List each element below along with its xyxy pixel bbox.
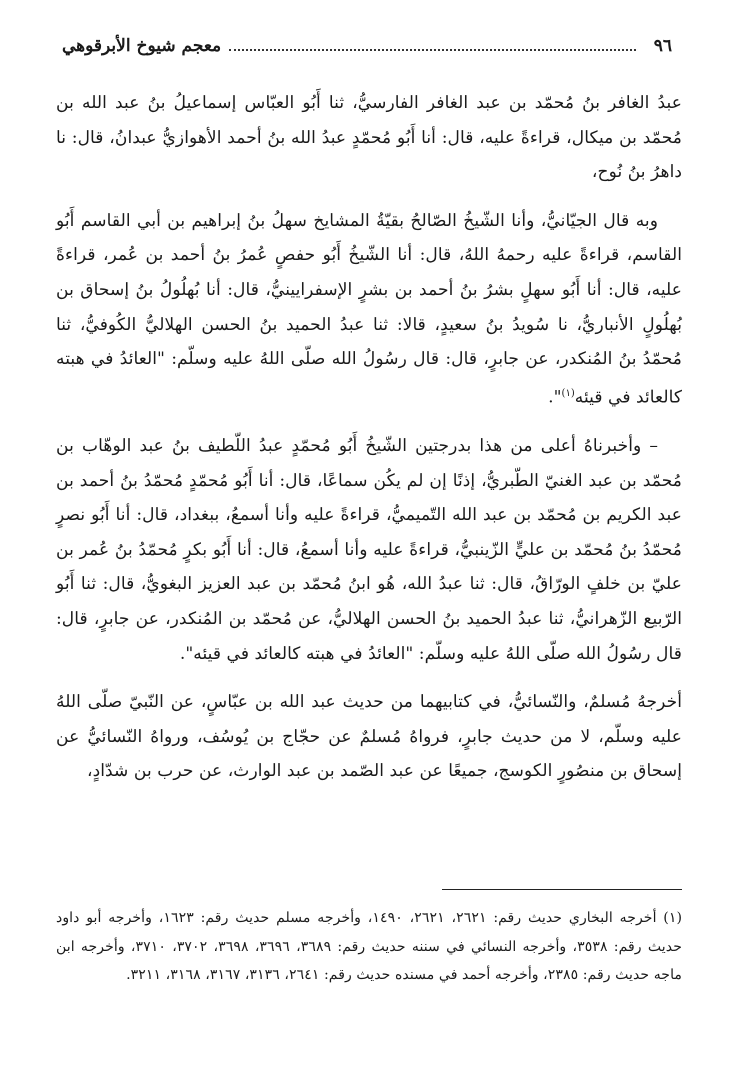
footnote-marker: (١) — [561, 387, 575, 399]
paragraph-2-text: وبه قال الجيّانيُّ، وأنا الشّيخُ الصّالحُ بقيّةُ المشايخ سهلُ بنُ إبراهيم بن أبي القاسم أَبُو القاسم، قراءةً عليه رحمهُ اللهُ، قال: أنا الشّيخُ أَبُو حفصٍ عُمرُ بنُ أحمد بن عُمر، قراءةً عليه، قال: أنا أَبُو سهلٍ بشرُ بنُ أحمد بن بشرٍ الإسفرايينيُّ، قال: أنا بُهلُولُ بنُ إسحاق بن بُهلُولٍ الأنباريُّ، نا سُويدُ بنُ سعيدٍ، قالا: ثنا عبدُ الحميد بنُ الحسن الهلاليُّ الكُوفيُّ، ثنا مُحمّدُ بنُ المُنكدر، عن جابرٍ، قال: قال رسُولُ الله صلّى اللهُ عليه وسلّم: "العائدُ في هبته كالعائد في قيئه — [56, 210, 682, 408]
book-title: معجم شيوخ الأبرقوهي — [62, 36, 222, 56]
paragraph-4: أخرجهُ مُسلمٌ، والنّسائيُّ، في كتابيهما من حديث عبد الله بن عبّاسٍ، عن النّبيّ صلّى اللهُ عليه وسلّم، لا من حديث جابرٍ، فرواهُ مُسلمٌ عن حجّاج بن يُوسُف، ورواهُ النّسائيُّ عن إسحاق بن منصُورٍ الكوسج، جميعًا عن عبد الصّمد بن عبد الوارث، عن حرب بن شدّادٍ، — [56, 692, 682, 782]
dotted-leader — [229, 49, 636, 51]
main-text — [56, 86, 682, 803]
page-number: ٩٦ — [653, 36, 672, 56]
footnote-separator — [442, 889, 682, 890]
footnote-1: (١) أخرجه البخاري حديث رقم: ٢٦٢١، ٢٦٢١، ١٤٩٠، وأخرجه مسلم حديث رقم: ١٦٢٣، وأخرجه أبو داود حديث رقم: ٣٥٣٨، وأخرجه النسائي في سننه حديث رقم: ٣٦٨٩، ٣٦٩٦، ٣٦٩٨، ٣٧٠٢، ٣٧١٠، وأخرجه ابن ماجه حديث رقم: ٢٣٨٥، وأخرجه أحمد في مسنده حديث رقم: ٢٦٤١، ٣١٣٦، ٣١٦٧، ٣١٦٨، ٣٢١١. — [56, 910, 682, 983]
running-header — [62, 36, 672, 56]
quote-close: ". — [548, 387, 562, 408]
paragraph-1: عبدُ الغافر بنُ مُحمّد بن عبد الغافر الفارسيُّ، ثنا أَبُو العبّاس إسماعيلُ بنُ عبد الله بن مُحمّد بن ميكال، قراءةً عليه، قال: أنا أَبُو مُحمّدٍ عبدُ الله بنُ أحمد الأهوازيُّ عبدانُ، قال: نا داهرُ بنُ نُوح، — [56, 93, 682, 183]
paragraph-2 — [56, 204, 682, 415]
paragraph-3: – وأخبرناهُ أعلى من هذا بدرجتين الشّيخُ أَبُو مُحمّدٍ عبدُ اللّطيف بنُ عبد الوهّاب بن مُحمّد بن عبد الغنيّ الطّبريُّ، إذنًا إن لم يكُن سماعًا، قال: أنا أَبُو مُحمّدٍ مُحمّدُ بنُ أحمد بن عبد الكريم بن مُحمّد بن عبد الله التّميميُّ، قراءةً عليه وأنا أسمعُ، ببغداد، قال: أنا أَبُو نصرٍ مُحمّدُ بنُ مُحمّد بن عليٍّ الزّينبيُّ، قراءةً عليه وأنا أسمعُ، قال: أنا أَبُو بكرٍ مُحمّدُ بنُ عُمر بن عليّ بن خلفٍ الورّاقُ، قال: ثنا عبدُ الله، هُو ابنُ مُحمّد بن عبد العزيز البغويُّ، قال: ثنا أَبُو الرّبيع الزّهرانيُّ، ثنا عبدُ الحميد بنُ الحسن الهلاليُّ، عن مُحمّد بن المُنكدر، عن جابرٍ، قال: قال رسُولُ الله صلّى اللهُ عليه وسلّم: "العائدُ في هبته كالعائد في قيئه". — [56, 436, 682, 664]
footnotes — [56, 904, 682, 990]
